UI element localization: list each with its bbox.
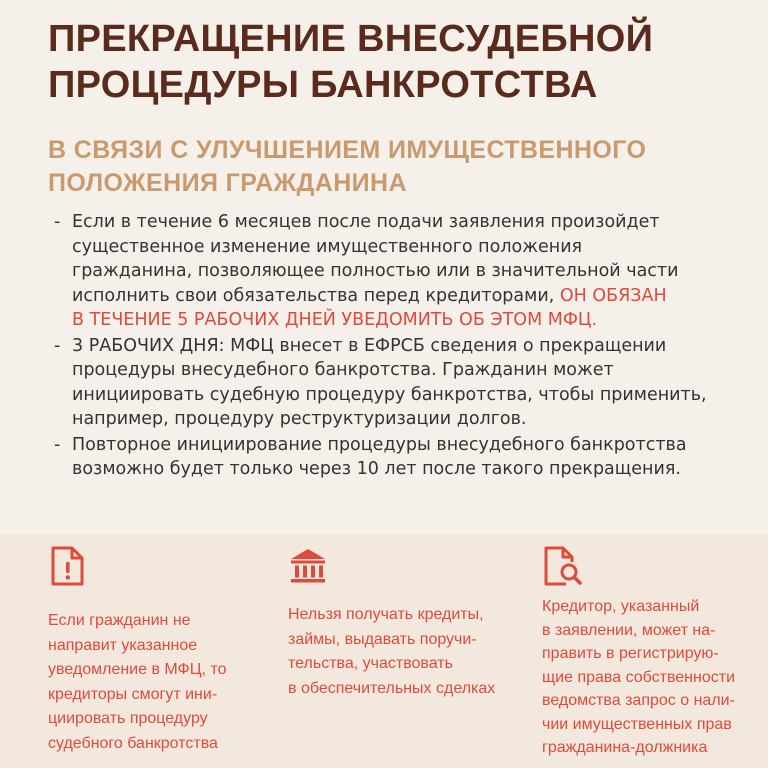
document-warning-icon [48,545,88,587]
bank-building-icon [288,545,328,587]
page-title-line: ПРЕКРАЩЕНИЕ ВНЕСУДЕБНОЙ [48,18,654,60]
info-line: гражданина-должника [542,739,708,756]
info-line: циировать процедуру [48,710,208,727]
bullet-line: возможно будет только через 10 лет после такого прекращения. [72,459,681,479]
info-line: тельства, участвовать [288,655,453,672]
bullet-line: существенное изменение имущественного положения [72,236,583,257]
bullet-text: исполнить свои обязательства перед кредиторами, [72,285,560,306]
section-subtitle-line: В СВЯЗИ С УЛУЧШЕНИЕМ ИМУЩЕСТВЕННОГО [48,136,647,164]
info-line: кредиторы смогут ини- [48,685,218,703]
info-line: в заявлении, может на- [542,621,716,639]
info-line: Если гражданин не [48,612,191,629]
info-line: судебного банкротства [48,734,218,752]
info-line: направит указанное [48,636,198,654]
info-line: править в регистрирую- [542,645,719,662]
highlight-text: В ТЕЧЕНИЕ 5 РАБОЧИХ ДНЕЙ УВЕДОМИТЬ ОБ ЭТОМ МФЦ. [72,310,598,330]
info-line: уведомление в МФЦ, то [48,661,227,678]
info-column-notification [48,545,226,756]
highlight-text: ОН ОБЯЗАН [559,285,667,306]
bullet-line: - 3 РАБОЧИХ ДНЯ: МФЦ внесет в ЕФРСБ сведения о прекращении [72,335,667,356]
info-line: Кредитор, указанный [542,598,700,615]
bullet-item [54,433,754,482]
bullet-line: инициировать судебную процедуру банкротства, чтобы применить, [72,384,707,405]
document-search-icon [542,545,582,587]
section-subtitle-line: ПОЛОЖЕНИЯ ГРАЖДАНИНА [48,169,407,197]
bullet-line [72,284,754,309]
bullet-line: - Если в течение 6 месяцев после подачи заявления произойдет [72,212,660,232]
info-column-text [542,595,735,760]
bullet-line: гражданина, позволяющее полностью или в значительной части [72,261,679,281]
info-column-text [48,609,226,756]
bullet-line: процедуры внесудебного банкротства. Гражданин может [72,360,614,380]
page-title [48,16,748,108]
info-line: ведомства запрос о нали- [542,692,735,709]
section-subtitle [48,134,748,200]
bullet-line: - Повторное инициирование процедуры внесудебного банкротства [72,434,687,455]
bullet-list [54,210,754,483]
info-line: щие права собственности [542,668,736,686]
info-column-creditor-request [542,545,735,760]
bullet-item [54,334,754,432]
info-line: чии имущественных прав [542,715,732,733]
bullet-item [54,210,754,333]
page-title-line: ПРОЦЕДУРЫ БАНКРОТСТВА [48,64,598,106]
info-line: в обеспечительных сделках [288,679,496,697]
info-line: Нельзя получать кредиты, [288,606,484,623]
info-line: займы, выдавать поручи- [288,630,477,648]
bullet-line: например, процедуру реструктуризации долгов. [72,409,527,429]
info-column-restrictions [288,545,495,701]
info-column-text [288,603,495,701]
